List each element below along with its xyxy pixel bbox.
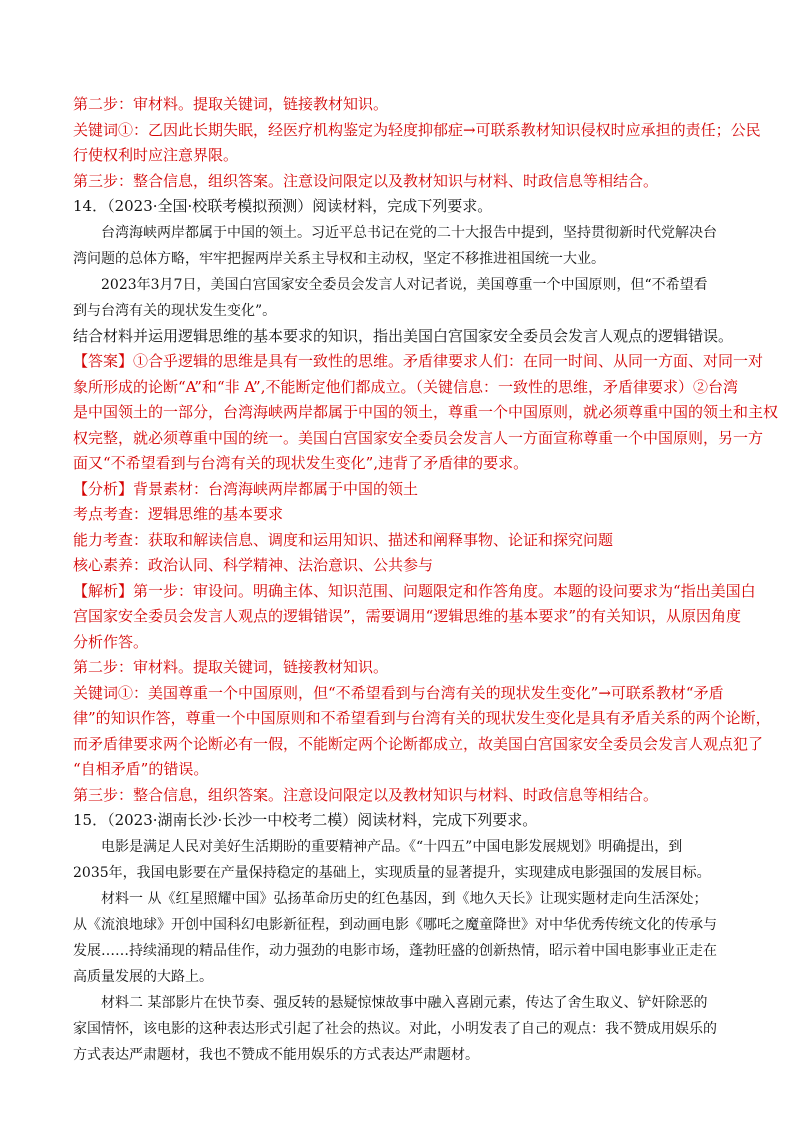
step2-line: 第二步：审材料。提取关键词，链接教材知识。 [73,658,389,676]
document-page [73,92,779,1068]
nengli-line: 能力考查：获取和解读信息、调度和运用知识、描述和阐释事物、论证和探究问题 [73,530,614,549]
question-prompt: 结合材料并运用逻辑思维的基本要求的知识，指出美国白宫国家安全委员会发言人观点的逻辑错误。 [73,326,734,345]
material-text: 发展……持续涌现的精品佳作，动力强劲的电影市场，蓬勃旺盛的创新热情，昭示着中国电影事业正走在 [73,942,717,959]
material-text: 湾问题的总体方略，牢牢把握两岸关系主导权和主动权，坚定不移推进祖国统一大业。 [73,250,605,267]
answer-text: 面又“不希望看到与台湾有关的现状发生变化”,违背了矛盾律的要求。 [73,454,529,472]
step3-line: 第三步：整合信息，组织答案。注意设问限定以及教材知识与材料、时政信息等相结合。 [73,785,659,804]
step3-line: 第三步：整合信息，组织答案。注意设问限定以及教材知识与材料、时政信息等相结合。 [73,171,659,190]
keyword-line: 关键词①：乙因此长期失眠，经医疗机构鉴定为轻度抑郁症→可联系教材知识侵权时应承担的责任；公民 [73,120,761,139]
keyword-line: 关键词①：美国尊重一个中国原则，但“不希望看到与台湾有关的现状发生变化”→可联系教材“矛盾 [73,683,724,702]
jiexi-text: 分析作答。 [73,632,149,651]
analysis-line: 【分析】背景素材：台湾海峡两岸都属于中国的领土 [73,479,419,498]
keyword-line: 律”的知识作答，尊重一个中国原则和不希望看到与台湾有关的现状发生变化是具有矛盾关系的两个论断， [73,709,771,727]
keyword-line: 而矛盾律要求两个论断必有一假，不能断定两个论断都成立，故美国白宫国家安全委员会发言人观点犯了 [73,734,764,753]
jiexi-text: 【解析】第一步：审设问。明确主体、知识范围、问题限定和作答角度。本题的设问要求为“指出美国白 [73,581,756,600]
material-text: 方式表达严肃题材，我也不赞成不能用娱乐的方式表达严肃题材。 [73,1046,479,1063]
suyang-line: 核心素养：政治认同、科学精神、法治意识、公共参与 [73,556,434,574]
material-text: 家国情怀，该电影的这种表达形式引起了社会的热议。对此，小明发表了自己的观点：我不赞成用娱乐的 [73,1020,717,1037]
kaodian-line: 考点考查：逻辑思维的基本要求 [73,505,284,523]
answer-text: 是中国领土的一部分，台湾海峡两岸都属于中国的领土，尊重一个中国原则，就必须尊重中国的领土和主权 [73,403,779,421]
keyword-line: “自相矛盾”的错误。 [73,760,209,778]
answer-text: 【答案】①合乎逻辑的思维是具有一致性的思维。矛盾律要求人们：在同一时间、从同一方面、对同一对 [73,352,764,370]
material-text: 从《流浪地球》开创中国科幻电影新征程，到动画电影《哪吒之魔童降世》对中华优秀传统文化的传承与 [73,916,717,933]
material-text: 2023年3月7日，美国白宫国家安全委员会发言人对记者说，美国尊重一个中国原则，但“不希望看 [101,276,708,293]
material-text: 电影是满足人民对美好生活期盼的重要精神产品。《“十四五”中国电影发展规划》明确提出，到 [101,838,683,855]
question-15-header: 15．（2023·湖南长沙·长沙一中校考二模）阅读材料，完成下列要求。 [73,811,538,829]
material-text: 材料一 从《红星照耀中国》弘扬革命历史的红色基因，到《地久天长》让现实题材走向生活深处； [101,890,708,907]
material-text: 台湾海峡两岸都属于中国的领土。习近平总书记在党的二十大报告中提到，坚持贯彻新时代党解决台 [101,224,717,241]
step2-line: 第二步：审材料。提取关键词，链接教材知识。 [73,95,389,113]
question-14-header: 14．（2023·全国·校联考模拟预测）阅读材料，完成下列要求。 [73,197,493,215]
material-text: 材料二 某部影片在快节奏、强反转的悬疑惊悚故事中融入喜剧元素，传达了舍生取义、铲奸除恶的 [101,994,708,1011]
material-text: 高质量发展的大路上。 [73,968,213,985]
keyword-line: 行使权利时应注意界限。 [73,146,239,164]
answer-text: 权完整，就必须尊重中国的统一。美国白宫国家安全委员会发言人一方面宣称尊重一个中国原则，另一方 [73,428,764,447]
jiexi-text: 宫国家安全委员会发言人观点的逻辑错误”，需要调用“逻辑思维的基本要求”的有关知识，从原因角度 [73,607,742,625]
answer-text: 象所形成的论断“A”和“非 A”,不能断定他们都成立。（关键信息：一致性的思维，矛盾律要求）②台湾 [73,377,738,396]
material-text: 到与台湾有关的现状发生变化”。 [73,302,277,319]
material-text: 2035年，我国电影要在产量保持稳定的基础上，实现质量的显著提升，实现建成电影强国的发展目标。 [73,864,711,881]
